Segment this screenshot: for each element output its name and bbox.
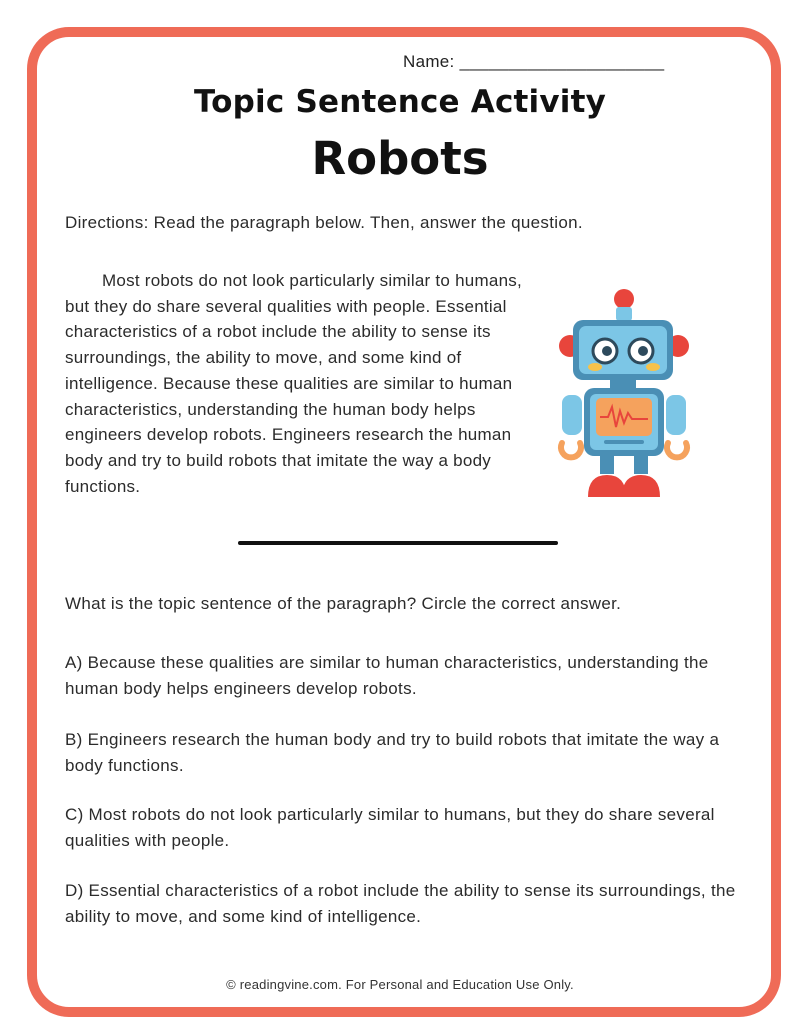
copyright-footer: © readingvine.com. For Personal and Education Use Only. [226,977,574,992]
robot-illustration [548,285,698,500]
name-field-label: Name: _____________________ [403,52,665,71]
robot-right-arm [666,395,686,435]
answer-option-b[interactable]: B) Engineers research the human body and try to build robots that imitate the way a body functions. [65,730,720,775]
directions-text: Directions: Read the paragraph below. Then, answer the question. [65,213,583,232]
worksheet-subtitle: Robots [311,132,489,185]
worksheet-title: Topic Sentence Activity [193,84,607,120]
answer-option-d[interactable]: D) Essential characteristics of a robot include the ability to sense its surroundings, the ability to move, and some kind of intelligence. [65,881,736,926]
robot-antenna-ball [614,289,634,309]
reading-paragraph: Most robots do not look particularly similar to humans, but they do share several qualities with people. Essential characteristics of a robot include the ability to sense its surroundings, the ability to move, and some kind of intelligence. Because these qualities are similar to human characteristics, understanding the human body helps engineers develop robots. Engineers research the human body and try to build robots that imitate the way a body functions. [65,271,523,496]
robot-right-foot [622,475,660,497]
robot-left-foot [588,475,626,497]
robot-left-arm [562,395,582,435]
answer-option-a[interactable]: A) Because these qualities are similar to human characteristics, understanding the human body helps engineers develop robots. [65,653,709,698]
answer-option-c[interactable]: C) Most robots do not look particularly similar to humans, but they do share several qualities with people. [65,805,715,850]
section-divider [238,541,558,545]
robot-antenna-stem [616,307,632,321]
question-text: What is the topic sentence of the paragraph? Circle the correct answer. [65,594,622,613]
